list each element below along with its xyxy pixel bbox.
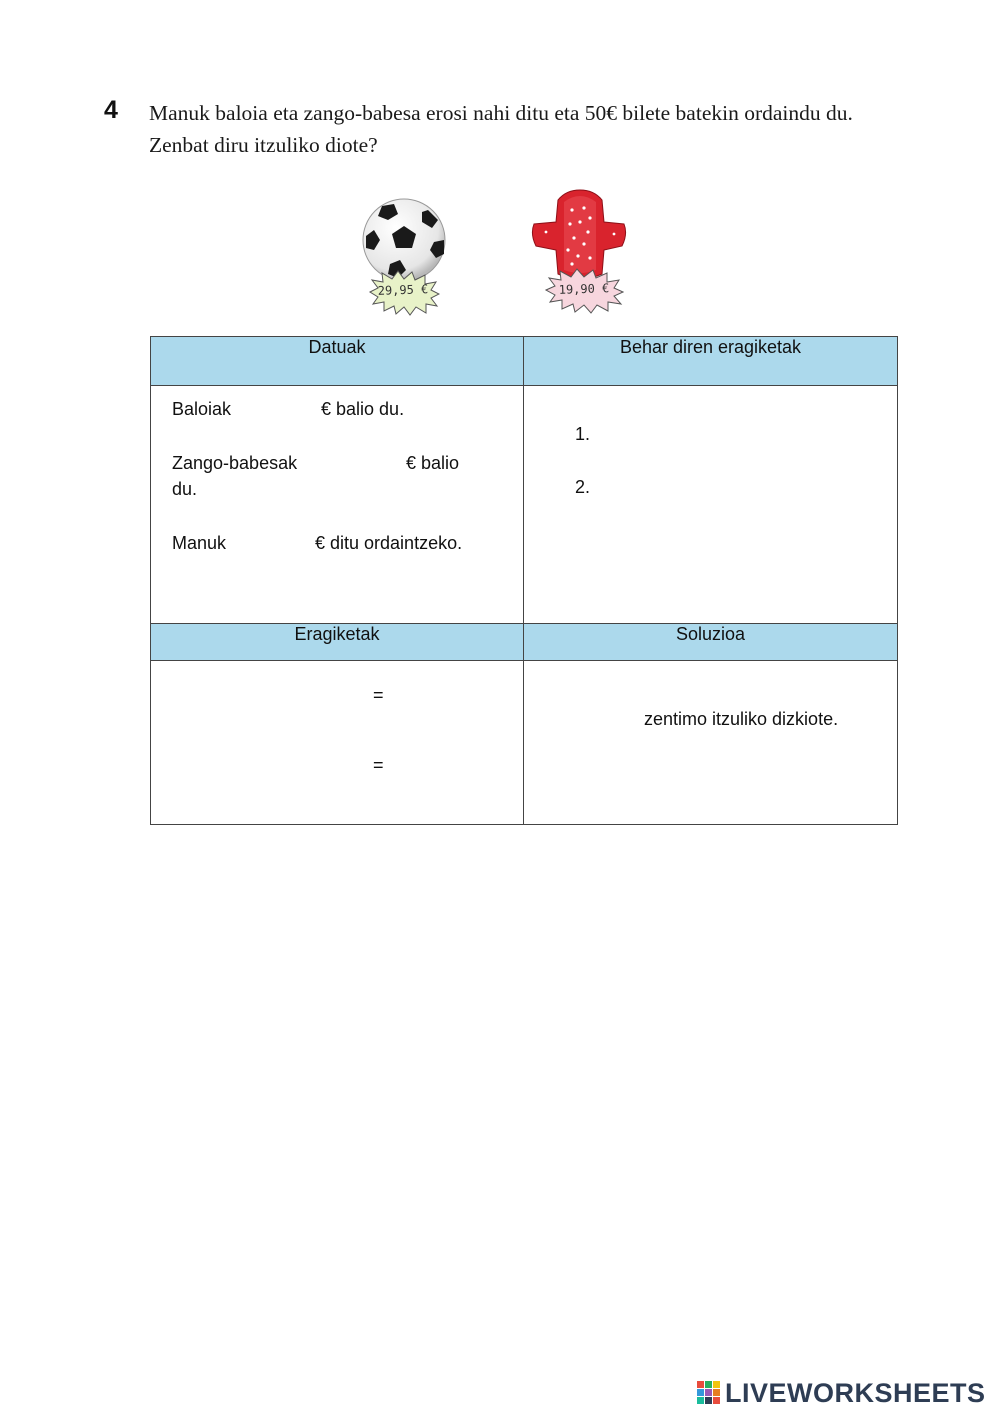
manuk-label: Manuk <box>172 533 227 553</box>
header-eragiketak: Eragiketak <box>151 624 524 661</box>
soluzioa-cell <box>524 661 898 825</box>
shin-guard-product <box>528 188 632 314</box>
question-text: Manuk baloia eta zango-babesa erosi nahi ditu eta 50€ bilete batekin ordaindu du. Zenbat diru itzuliko diote? <box>149 101 853 157</box>
baloiak-suffix: € balio du. <box>321 399 405 419</box>
liveworksheets-logo <box>697 1377 986 1409</box>
datuak-cell <box>151 386 524 624</box>
shin-guard-price-tag <box>544 268 624 314</box>
solution-suffix: zentimo itzuliko dizkiote. <box>644 709 839 729</box>
ball-price: 29,95 € <box>377 282 429 298</box>
question-number: 4 <box>104 96 118 124</box>
manuk-suffix: € ditu ordaintzeko. <box>315 533 463 553</box>
baloiak-label: Baloiak <box>172 399 232 419</box>
worksheet-table <box>150 336 898 825</box>
eragiketak-cell <box>151 661 524 825</box>
behar-cell <box>524 386 898 624</box>
step-1: 1. <box>575 424 591 444</box>
shin-guard-price: 19,90 € <box>558 281 610 297</box>
ball-price-tag <box>368 270 440 316</box>
zango-label: Zango-babesak <box>172 453 298 473</box>
brand-name: LIVEWORKSHEETS <box>725 1377 986 1408</box>
zango-suffix-2: du. <box>172 479 198 499</box>
equals-2: = <box>373 755 384 775</box>
liveworksheets-logo-icon <box>697 1381 721 1405</box>
ball-product <box>360 198 450 316</box>
zango-suffix: € balio <box>406 453 460 473</box>
equals-1: = <box>373 685 384 705</box>
header-soluzioa: Soluzioa <box>524 624 898 661</box>
header-behar-diren-eragiketak: Behar diren eragiketak <box>524 337 898 386</box>
header-datuak: Datuak <box>151 337 524 386</box>
step-2: 2. <box>575 477 591 497</box>
